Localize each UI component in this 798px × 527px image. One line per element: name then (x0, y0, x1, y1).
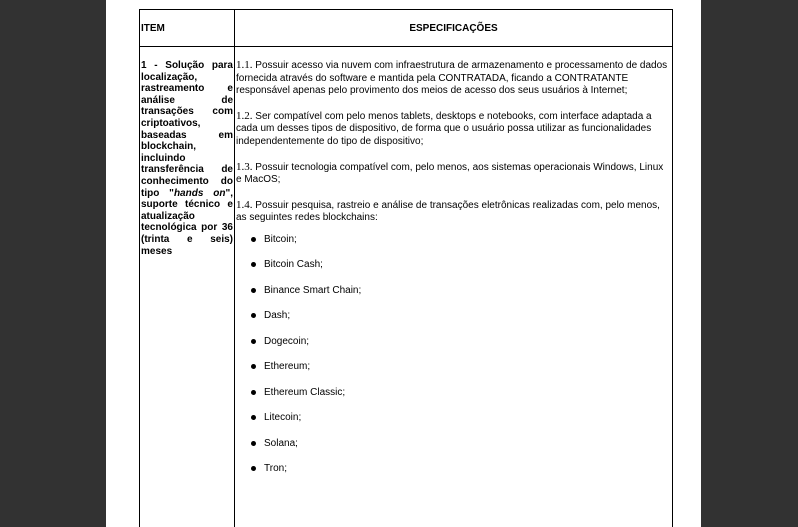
blockchain-name: Binance Smart Chain; (264, 284, 362, 296)
bullet-icon (251, 288, 256, 293)
list-item (264, 259, 668, 285)
table-row (140, 47, 673, 527)
blockchain-name: Bitcoin Cash; (264, 259, 323, 271)
item-description (140, 47, 235, 527)
spec-number: 1.1. (236, 59, 253, 71)
header-specifications: ESPECIFICAÇÕES (235, 10, 673, 47)
blockchain-name: Tron; (264, 463, 287, 475)
table-header-row (140, 10, 673, 47)
bullet-icon (251, 339, 256, 344)
document-page (106, 0, 701, 527)
blockchain-name: Ethereum Classic; (264, 386, 346, 398)
blockchain-name: Litecoin; (264, 412, 302, 424)
list-item (264, 463, 668, 489)
spec-paragraph (236, 199, 668, 225)
item-text-after: ", suporte técnico e atualização tecnológica por 36 (trinta e seis) meses (141, 187, 233, 257)
item-text-emphasis: hands on (173, 187, 226, 199)
list-item (264, 438, 668, 464)
blockchain-name: Solana; (264, 437, 298, 449)
spec-text: Ser compatível com pelo menos tablets, desktops e notebooks, com interface adaptada a cada um desses tipos de dispositivo, de forma que o usuário possa utilizar as funcionalidades independentemente do tipo de dispositivo; (236, 110, 652, 147)
spec-text: Possuir tecnologia compatível com, pelo menos, aos sistemas operacionais Windows, Linux e MacOS; (236, 161, 664, 186)
header-item: ITEM (140, 10, 235, 47)
bullet-icon (251, 466, 256, 471)
bullet-icon (251, 364, 256, 369)
blockchain-name: Dogecoin; (264, 335, 310, 347)
blockchain-name: Bitcoin; (264, 233, 297, 245)
bullet-icon (251, 390, 256, 395)
spec-number: 1.3. (236, 160, 253, 173)
spec-text: Possuir pesquisa, rastreio e análise de transações eletrônicas realizadas com, pelo menos, as seguintes redes blockchains: (236, 199, 660, 224)
item-text-before: 1 - Solução para localização, rastreamento e análise de transações com criptoativos, baseadas em blockchain, incluindo transferência de conhecimento do tipo " (141, 60, 233, 199)
spec-number: 1.4. (236, 198, 253, 211)
bullet-icon (251, 237, 256, 242)
list-item (264, 336, 668, 362)
spec-number: 1.2. (236, 109, 253, 122)
bullet-icon (251, 441, 256, 446)
list-item (264, 412, 668, 438)
blockchain-name: Dash; (264, 310, 291, 322)
spec-text: Possuir acesso via nuvem com infraestrutura de armazenamento e processamento de dados fornecida através do software e mantida pela CONTRATADA, ficando a CONTRATANTE responsável apenas pelo provimento dos meios de acesso dos seus usuários à Internet; (236, 60, 668, 97)
list-item (264, 361, 668, 387)
spec-paragraph (236, 110, 668, 149)
blockchain-name: Ethereum; (264, 361, 311, 373)
bullet-icon (251, 415, 256, 420)
specifications-cell (235, 47, 673, 527)
blockchain-list (236, 234, 668, 489)
bullet-icon (251, 313, 256, 318)
bullet-icon (251, 262, 256, 267)
list-item (264, 234, 668, 260)
list-item (264, 285, 668, 311)
spec-paragraph (236, 59, 668, 98)
list-item (264, 310, 668, 336)
specifications-table (139, 9, 673, 527)
list-item (264, 387, 668, 413)
spec-paragraph (236, 161, 668, 187)
